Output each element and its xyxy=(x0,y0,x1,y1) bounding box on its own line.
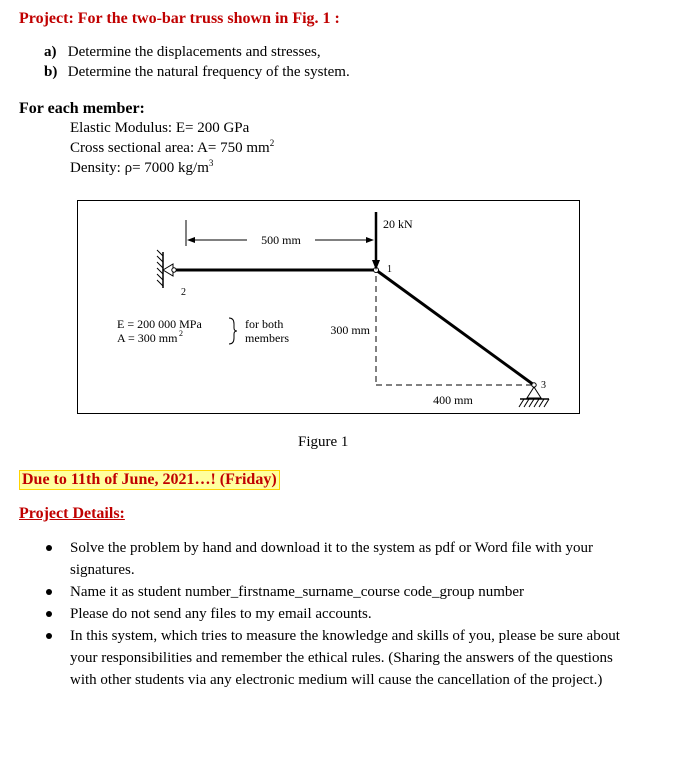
dim-vertical-label: 300 mm xyxy=(330,323,370,337)
fig-area-label: A = 300 mm xyxy=(117,331,178,345)
node1-label: 1 xyxy=(387,264,392,275)
task-b-label: b) xyxy=(44,64,58,80)
project-details-heading: Project Details: xyxy=(19,505,125,522)
pin-node2 xyxy=(172,268,176,272)
list-item: In this system, which tries to measure the knowledge and skills of you, please be sure about your responsibilities and remember the ethical rules. (Sharing the answers of the questions with other students via any electronic medium will cause the cancellation of the project.) xyxy=(40,625,635,691)
bullet-icon xyxy=(46,633,52,639)
task-a-text: Determine the displacements and stresses, xyxy=(67,44,321,60)
density: Density: ρ= 7000 $kg/m^3$ xyxy=(70,158,214,176)
node2-label: 2 xyxy=(181,287,186,298)
truss-figure xyxy=(77,200,580,414)
list-item: Please do not send any files to my email accounts. xyxy=(40,603,635,625)
details-list xyxy=(40,537,635,691)
load-label: 20 kN xyxy=(383,217,413,231)
figure-caption: Figure 1 xyxy=(298,434,349,450)
due-date: Due to 11th of June, 2021…! (Friday) xyxy=(19,470,280,490)
bullet-icon xyxy=(46,545,52,551)
task-b xyxy=(44,64,350,81)
elastic-modulus: Elastic Modulus: E= 200 GPa xyxy=(70,120,250,136)
page-title: Project: For the two-bar truss shown in Fig. 1 : xyxy=(19,10,340,27)
bullet-icon xyxy=(46,611,52,617)
fig-both-line2: members xyxy=(245,331,289,345)
fig-area-sup: 2 xyxy=(179,329,183,338)
cross-section-area: Cross sectional area: A= 750 $mm^2$ xyxy=(70,138,275,156)
dim-horizontal-label: 500 mm xyxy=(261,233,301,247)
bullet-icon xyxy=(46,589,52,595)
fig-both-line1: for both xyxy=(245,317,284,331)
task-a-label: a) xyxy=(44,44,57,60)
task-b-text: Determine the natural frequency of the system. xyxy=(67,64,350,80)
figure-frame xyxy=(78,201,580,414)
list-item: Name it as student number_firstname_surname_course code_group number xyxy=(40,581,635,603)
task-a xyxy=(44,44,321,61)
list-item: Solve the problem by hand and download it to the system as pdf or Word file with your signatures. xyxy=(40,537,635,581)
dim-bottom-label: 400 mm xyxy=(433,393,473,407)
node3-label: 3 xyxy=(541,380,546,391)
fig-modulus-label: E = 200 000 MPa xyxy=(117,317,202,331)
members-heading: For each member: xyxy=(19,100,145,117)
